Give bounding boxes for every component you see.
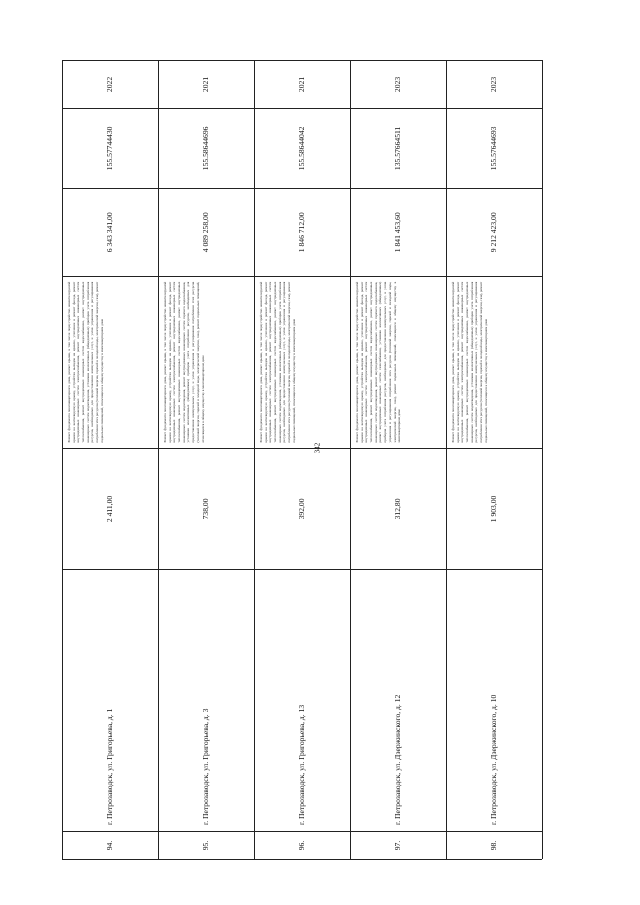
table-row	[447, 60, 543, 859]
area-cell	[159, 448, 254, 570]
area-cell-text: 1 903,00	[489, 495, 499, 523]
cost-cell	[159, 188, 254, 276]
area-cell	[447, 448, 542, 570]
table-row	[351, 60, 447, 859]
address-cell-text: г. Петрозаводск, ул. Дзержинского, д. 12	[393, 694, 403, 826]
row-number-cell-text: 97.	[393, 840, 403, 851]
year-cell-text: 2022	[105, 76, 115, 93]
year-cell	[351, 60, 446, 108]
row-number-cell	[351, 831, 446, 859]
address-cell	[351, 569, 446, 831]
cost-cell-text: 1 841 453,60	[393, 212, 403, 253]
year-cell	[159, 60, 254, 108]
cost-cell	[447, 188, 542, 276]
code-cell-text: 155.57744430	[105, 126, 115, 171]
page-number: 342	[313, 442, 322, 454]
works-list-cell-text: Ремонт фундамента многоквартирного дома, ремонт крыши, в том числе переустройство невентилируемой крыши на вентилируемую крышу, устройство выходов на кровлю, утепление и ремонт фасада, ремонт внутридомовых инженерных систем электроснабжения, ремонт внутридомовых инженерных систем теплоснабжения, ремонт внутридомовых инженерных систем водоснабжения, ремонт внутридомовых инженерных систем водоотведения, установка коллективных (общедомовых) приборов учета потребления ресурсов, необходимых для предоставления коммунальных услуг, и узлов управления и регулирования потребления этих ресурсов (тепловой энергии, горячей и холодной воды, электрической энергии, газа), ремонт подвальных помещений, относящихся к общему имуществу в многоквартирном доме	[67, 281, 104, 443]
year-cell-text: 2021	[201, 76, 211, 93]
code-cell-text: 155.57644693	[489, 126, 499, 171]
address-cell	[159, 569, 254, 831]
works-list-cell	[447, 276, 542, 448]
area-cell	[351, 448, 446, 570]
works-list-cell-text: Ремонт фундамента многоквартирного дома, ремонт крыши, в том числе переустройство невентилируемой крыши на вентилируемую крышу, устройство выходов на кровлю, утепление и ремонт фасада, ремонт внутридомовых инженерных систем электроснабжения, ремонт внутридомовых инженерных систем теплоснабжения, ремонт внутридомовых инженерных систем водоснабжения, ремонт внутридомовых инженерных систем водоотведения, установка коллективных (общедомовых) приборов учета потребления ресурсов, необходимых для предоставления коммунальных услуг, и узлов управления и регулирования потребления этих ресурсов (тепловой энергии, горячей и холодной воды, электрической энергии, газа), ремонт подвальных помещений, относящихся к общему имуществу в многоквартирном доме	[451, 281, 488, 443]
row-number-cell	[159, 831, 254, 859]
row-number-cell-text: 94.	[105, 840, 115, 851]
address-cell	[63, 569, 158, 831]
row-number-cell-text: 98.	[489, 840, 499, 851]
area-cell-text: 392,00	[297, 498, 307, 520]
works-list-cell-text: Ремонт фундамента многоквартирного дома, ремонт крыши, в том числе переустройство невентилируемой крыши на вентилируемую крышу, устройство выходов на кровлю, утепление и ремонт фасада, ремонт внутридомовых инженерных систем электроснабжения, ремонт внутридомовых инженерных систем теплоснабжения, ремонт внутридомовых инженерных систем водоснабжения, ремонт внутридомовых инженерных систем водоотведения, установка коллективных (общедомовых) приборов учета потребления ресурсов, необходимых для предоставления коммунальных услуг, и узлов управления и регулирования потребления этих ресурсов (тепловой энергии, горячей и холодной воды, электрической энергии, газа), ремонт подвальных помещений, относящихся к общему имуществу в многоквартирном доме	[259, 281, 296, 443]
cost-cell-text: 6 343 341,00	[105, 212, 115, 253]
cost-cell	[255, 188, 350, 276]
row-number-cell	[63, 831, 158, 859]
code-cell-text: 155.58644042	[297, 126, 307, 171]
table-row	[63, 60, 159, 859]
address-cell-text: г. Петрозаводск, ул. Григорьева, д. 1	[105, 708, 115, 826]
code-cell	[159, 108, 254, 188]
code-cell	[351, 108, 446, 188]
year-cell-text: 2023	[393, 76, 403, 93]
table-row	[159, 60, 255, 859]
cost-cell	[351, 188, 446, 276]
area-cell	[63, 448, 158, 570]
cost-cell-text: 9 212 423,00	[489, 212, 499, 253]
housing-repair-table	[62, 60, 542, 860]
cost-cell-text: 1 846 712,00	[297, 212, 307, 253]
area-cell-text: 312,80	[393, 498, 403, 520]
address-cell-text: г. Петрозаводск, ул. Дзержинского, д. 10	[489, 694, 499, 826]
year-cell	[63, 60, 158, 108]
address-cell	[255, 569, 350, 831]
cost-cell	[63, 188, 158, 276]
row-number-cell-text: 96.	[297, 840, 307, 851]
code-cell	[447, 108, 542, 188]
year-cell	[447, 60, 542, 108]
code-cell	[255, 108, 350, 188]
works-list-cell-text: Ремонт фундамента многоквартирного дома, ремонт крыши, в том числе переустройство невентилируемой крыши на вентилируемую крышу, устройство выходов на кровлю, утепление и ремонт фасада, ремонт внутридомовых инженерных систем электроснабжения, ремонт внутридомовых инженерных систем теплоснабжения, ремонт внутридомовых инженерных систем водоснабжения, ремонт внутридомовых инженерных систем водоотведения, ремонт внутридомовых инженерных систем горячего водоснабжения, установка коллективных (общедомовых) приборов учета потребления ресурсов, необходимых для предоставления коммунальных услуг, и узлов управления и регулирования потребления этих ресурсов (тепловой энергии, горячей и холодной воды, электрической энергии, газа), ремонт подвальных помещений, относящихся к общему имуществу в многоквартирном доме	[163, 281, 205, 443]
works-list-cell	[159, 276, 254, 448]
code-cell-text: 135.57664511	[393, 126, 403, 171]
address-cell-text: г. Петрозаводск, ул. Григорьева, д. 3	[201, 708, 211, 826]
works-list-cell	[63, 276, 158, 448]
code-cell-text: 155.58644696	[201, 126, 211, 171]
code-cell	[63, 108, 158, 188]
works-list-cell	[255, 276, 350, 448]
row-number-cell	[447, 831, 542, 859]
year-cell	[255, 60, 350, 108]
table-rotation-frame	[62, 60, 542, 860]
cost-cell-text: 4 089 258,00	[201, 212, 211, 253]
area-cell	[255, 448, 350, 570]
works-list-cell-text: Ремонт фундамента многоквартирного дома, ремонт крыши, в том числе переустройство невентилируемой крыши на вентилируемую крышу, устройство выходов на кровлю, утепление и ремонт фасада, ремонт внутридомовых инженерных систем электроснабжения, ремонт внутридомовых инженерных систем теплоснабжения, ремонт внутридомовых инженерных систем водоснабжения, ремонт внутридомовых инженерных систем водоотведения, ремонт внутридомовых инженерных систем горячего водоснабжения, ремонт внутридомовых инженерных систем газоснабжения, установка коллективных (общедомовых) приборов учета потребления ресурсов, необходимых для предоставления коммунальных услуг, и узлов управления и регулирования потребления этих ресурсов (тепловой энергии, горячей и холодной воды, электрической энергии, газа), ремонт подвальных помещений, относящихся к общему имуществу в многоквартирном доме	[355, 281, 402, 443]
table-row	[255, 60, 351, 859]
area-cell-text: 738,00	[201, 498, 211, 520]
area-cell-text: 2 411,00	[105, 495, 115, 523]
row-number-cell	[255, 831, 350, 859]
works-list-cell	[351, 276, 446, 448]
year-cell-text: 2021	[297, 76, 307, 93]
address-cell	[447, 569, 542, 831]
year-cell-text: 2023	[489, 76, 499, 93]
row-number-cell-text: 95.	[201, 840, 211, 851]
address-cell-text: г. Петрозаводск, ул. Григорьева, д. 13	[297, 704, 307, 826]
